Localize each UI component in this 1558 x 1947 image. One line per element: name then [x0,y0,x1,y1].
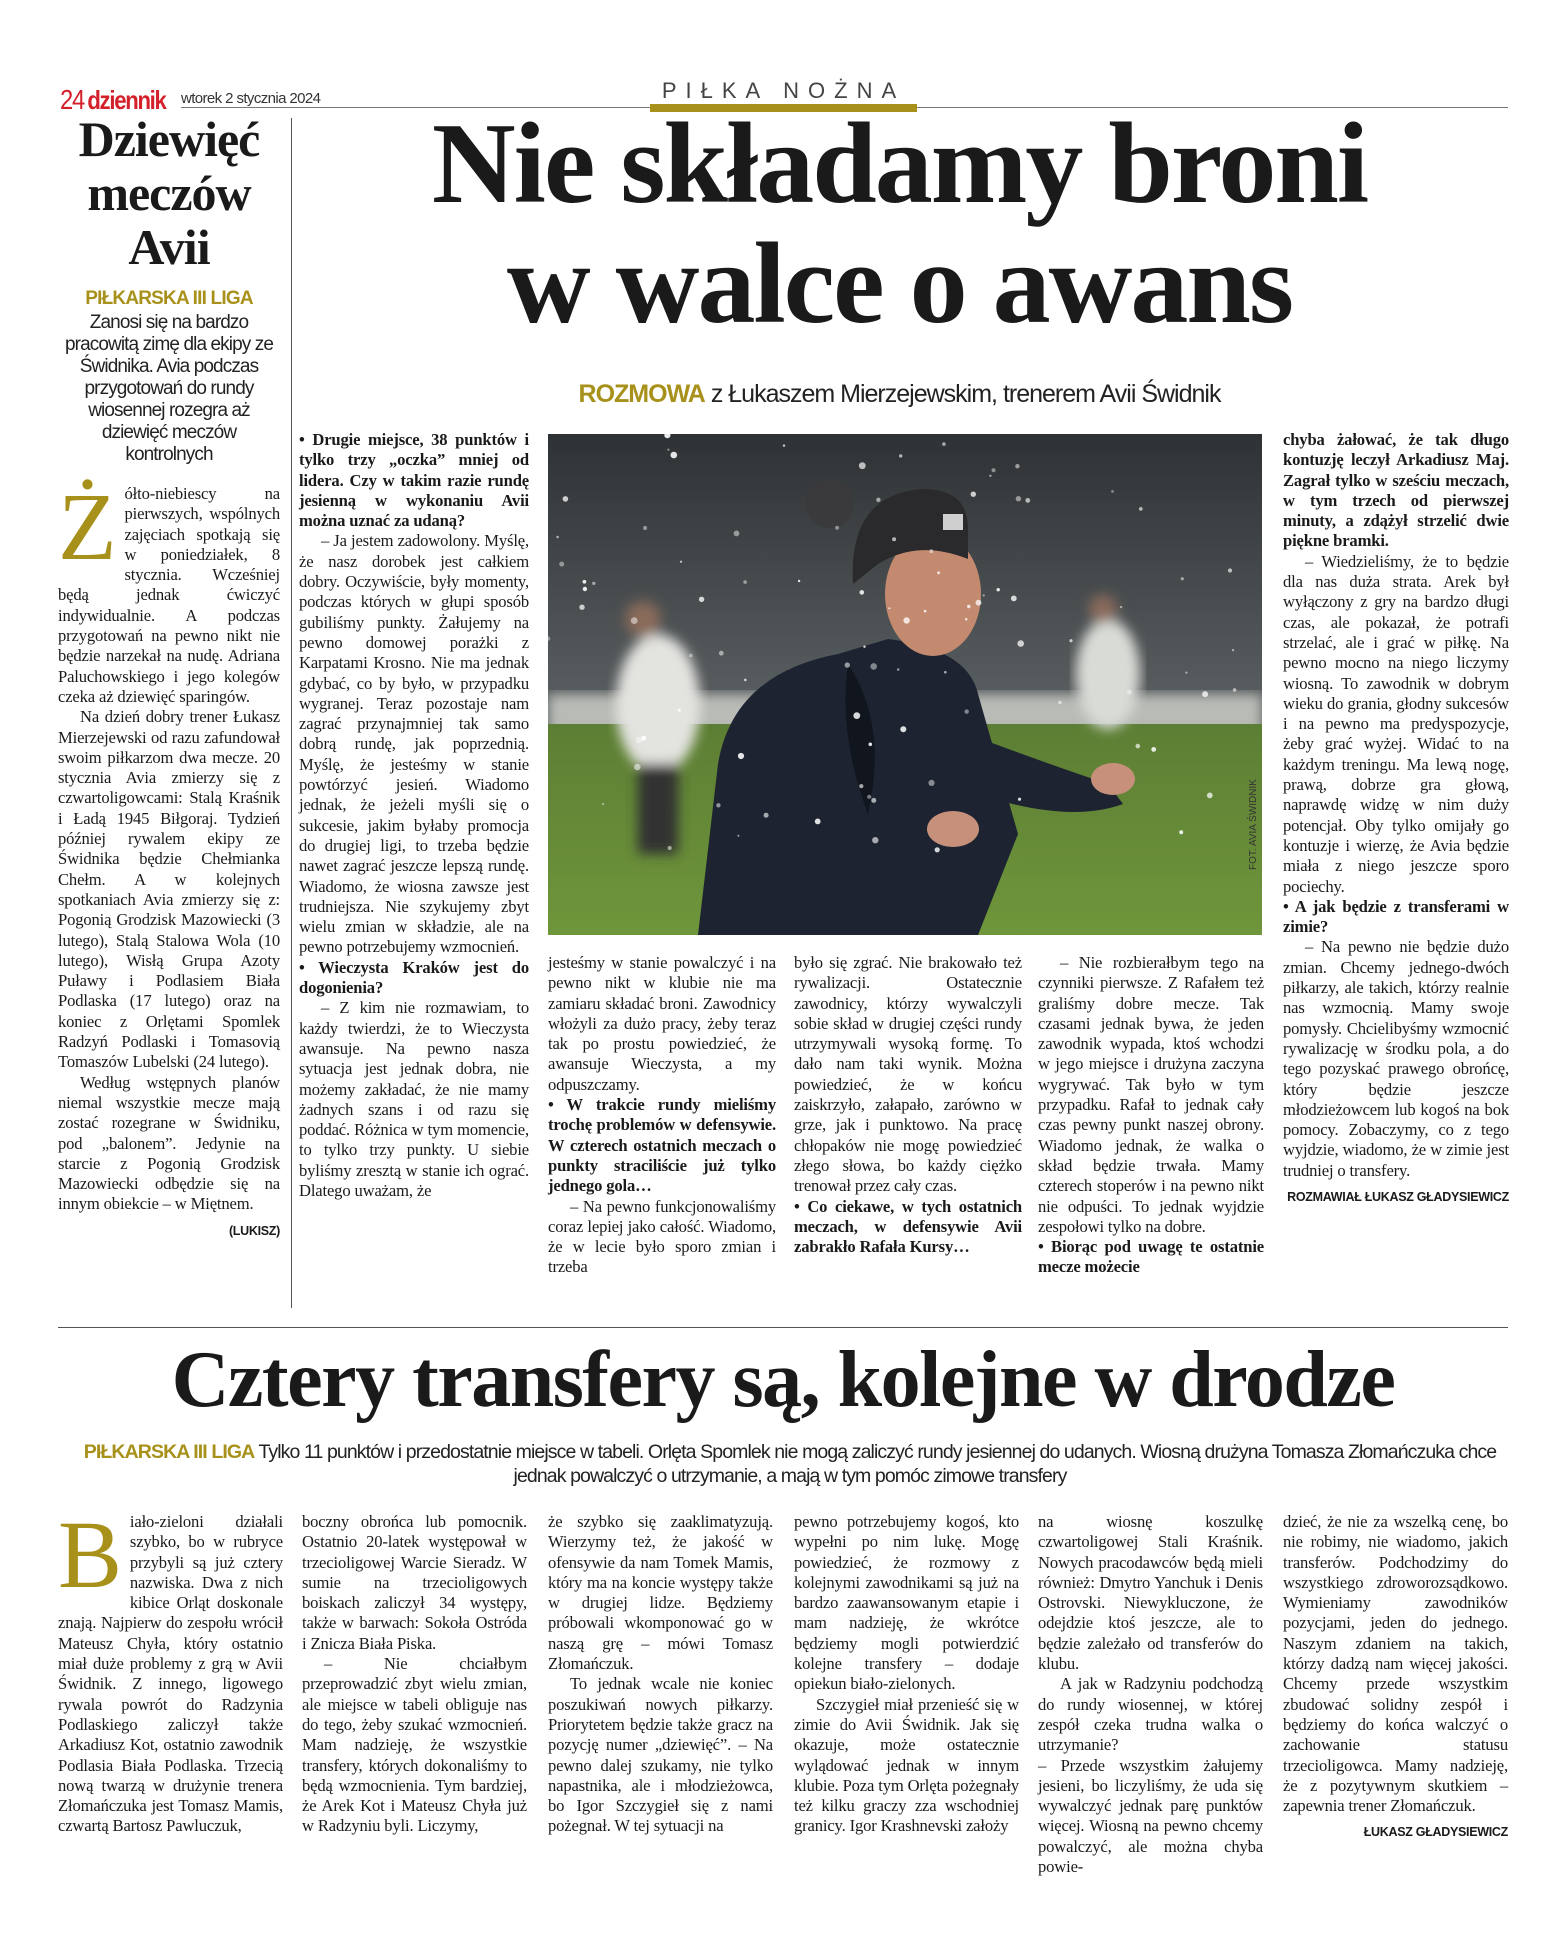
snowflake [1127,690,1132,695]
snowflake [678,709,681,712]
snowflake [965,709,969,713]
article-paragraph [794,1512,1019,1695]
headline-line: w walce o awans [506,220,1293,348]
second-headline: Cztery transfery są, kolejne w drodze [171,1336,1395,1424]
snowflake [1016,496,1021,501]
drop-cap: Ż [58,473,117,580]
paragraph-text: – Wiedzieliśmy, że to będzie dla nas duża strata. Arek był wyłączony z gry na bardzo długi czas, ale pokazał, że potrafi strzelać, ale i grać w piłkę. Na pewno mocno na niego liczymy wiosną. To zawodnik w dobrym wieku do grania, głodny sukcesów i na pewno ma predyspozycje, żeby grać wyżej. Widać to na każdym treningu. Ma lewą nogę, prawą, dobrze gra głową, naprawdę widzę w nim duży potencjał. Oby tylko omijały go kontuzje i wierzę, że Avia będzie miała z niego jeszcze sporo pociechy. [1283,551,1509,896]
paragraph-text: A jak w Radzyniu podchodzą do rundy wiosennej, w której zespół czeka trudna walka o utrzymanie? [1038,1674,1263,1755]
snowflake [900,726,906,732]
snowflake [1202,691,1208,697]
interview-column-3 [794,953,1022,1257]
author-byline: (LUKISZ) [228,1223,280,1238]
snowflake [815,819,821,825]
paragraph-text: jesteśmy w stanie powalczyć i na pewno nikt w klubie nie ma zamiaru składać broni. Zawodnicy włożyli za dużo pracy, żeby teraz tak po prostu powiedzieć, że awansuje Wieczysta, a my odpuszczamy. [548,953,776,1094]
paragraph-text: że szybko się zaaklimatyzują. Wierzymy też, że jakość w ofensywie da nam Tomek Mamis, który ma na koncie występy także w drugiej lidze. Będziemy próbowali wkomponować go w naszą grę – mówi Tomasz Złomańczuk. [548,1512,773,1674]
headline-line: meczów [87,165,251,221]
snowflake [1011,596,1017,602]
interview-subject: z Łukaszem Mierzejewskim, trenerem Avii Świdnik [710,380,1221,408]
interview-column-1 [299,430,529,1201]
snowflake [743,580,747,584]
snowflake [583,587,587,591]
article-column-3 [548,1512,773,1837]
article-paragraph [794,1695,1019,1837]
article-paragraph [548,1674,773,1836]
sidebar-body [58,473,280,1241]
snowflake [997,588,1000,591]
snowflake [1139,507,1143,511]
interview-question [794,1197,1022,1258]
snowflake [579,605,584,610]
interview-label: ROZMOWA [578,380,705,408]
snowflake [869,743,873,747]
snowflake [592,582,595,585]
snowflake [1181,577,1184,580]
author-byline: ROZMAWIAŁ ŁUKASZ GŁADYSIEWICZ [1287,1189,1509,1204]
article-paragraph [302,1654,527,1837]
snowflake [563,496,569,502]
snowflake [942,442,946,446]
snowflake [937,571,940,574]
article-paragraph [1038,1756,1263,1878]
snowflake [559,562,564,567]
interview-question [1038,1237,1264,1278]
article-paragraph [1283,552,1509,897]
paragraph-text: – Ja jestem zadowolony. Myślę, że nasz dorobek jest całkiem dobry. Oczywiście, były momenty, podczas których w głupi sposób gubiliśmy punkty. Żałujemy na pewno domowej porażki z Karpatami Krosno. Nie ma jednak gdybać, co by było, w przypadku wygranej. Teraz pozostaje nam zagrać przynajmniej tak samo dobrą rundę, jak poprzednią. Myślę, że jesteśmy w stanie powtórzyć jesień. Wiadomo jednak, że jeżeli myśli się o sukcesie, jakim byłaby promocja do drugiej ligi, to trzeba będzie nawet zagrać jeszcze lepszą rundę. Wiadomo, że wiosna zawsze jest trudniejsza. Nie szykujemy zbyt wielu zmian w składzie, ale na pewno potrzebujemy wzmocnień. [299,531,529,957]
coach-photo [548,434,1262,935]
snowflake [892,537,896,541]
photo-image [548,434,1262,935]
interview-question [299,958,529,999]
snowflake [835,526,839,530]
paragraph-text: boczny obrońca lub pomocnik. Ostatnio 20-latek występował w trzecioligowej Warcie Sieradz. W sumie na trzecioligowych boiskach zaliczył 34 występy, także w barwach: Sokoła Ostróda i Znicza Biała Piska. [302,1512,527,1653]
paragraph-text: • Co ciekawe, w tych ostatnich meczach, w defensywie Avii zabrakło Rafała Kursy… [794,1196,1022,1257]
snowflake [870,663,877,670]
snowflake [1069,639,1072,642]
main-headline [291,100,1508,348]
snowflake [876,498,880,502]
paragraph-text: • W trakcie rundy mieliśmy trochę problemów w defensywie. W czterech ostatnich meczach o punkty straciliście już tylko jednego gola… [548,1095,776,1196]
article-paragraph [58,473,280,707]
headline-line: Nie składamy broni [431,100,1368,228]
snowflake [668,846,672,850]
snowflake [583,580,587,584]
snowflake [734,531,740,537]
paragraph-text: chyba żałować, że tak długo kontuzję leczył Arkadiusz Maj. Zagrał tylko w sześciu meczach, w tym trzech od pierwszej minuty, a zdążył strzelić dwie piękne bramki. [1283,430,1509,551]
snowflake [924,610,927,613]
snowflake [1207,793,1213,799]
interview-question [548,1095,776,1196]
paragraph-text: – Na pewno funkcjonowaliśmy coraz lepiej jako całość. Wiadomo, że w lecie było sporo zmian i trzeba [548,1196,776,1277]
article-column-6 [1283,1512,1508,1843]
snowflake [636,737,642,743]
snowflake [1058,701,1061,704]
snowflake [860,590,865,595]
snowflake [719,651,724,656]
second-deck-text: Tylko 11 punktów i przedostatnie miejsce w tabeli. Orlęta Spomlek nie mogą zaliczyć rundy jesiennej do udanych. Wiosną drużyna Tomasza Złomańczuka chce jednak powalczyć o utrzymanie, a mają w tym pomóc zimowe transfery [258,1441,1497,1487]
paragraph-text: – Z kim nie rozmawiam, to każdy twierdzi, że to Wieczysta awansuje. Na pewno nasza sytuacja jest jednak dobra, nie możemy zakładać, że nie mamy żadnych szans i od razu się poddać. Różnica w tym momencie, to tylko trzy punkty. U siebie byliśmy zresztą w stanie ich ograć. Dlatego uważam, że [299,998,529,1200]
snowflake [983,594,985,596]
article-paragraph [1283,1512,1508,1816]
interview-column-5 [1283,430,1509,1207]
paragraph-text: na wiosnę koszulkę czwartoligowej Stali Kraśnik. Nowych pracodawców będą mieli również: Dmytro Yanchuk i Denis Ostrovski. Niewykluczone, że odejdzie ktoś jeszcze, ale to będzie zależało od transferów do klubu. [1038,1512,1263,1674]
snowflake [783,444,785,446]
snowflake [798,580,800,582]
headline-line: Dziewięć [78,111,260,167]
snowflake [738,753,744,759]
paragraph-text: iało-zieloni działali szybko, bo w rubryce przybyli są już cztery nazwiska. Dwa z nich kibice Orląt doskonale znają. Najpierw do zespołu wrócił Mateusz Chyła, który ostatnio miał duże problemy z grą w Avii Świdnik. Z innego, ligowego rywala powrót do Radzynia Podlaskiego zaliczył także Arkadiusz Kot, ostatnio zawodnik Podlasia Biała Podlaska. Trzecią nową twarzą w drużynie trenera Złomańczuka jest Tomasz Mamis, czwartą Bartosz Pawluczuk, [58,1512,283,1836]
snowflake [1015,464,1019,468]
snowflake [1136,744,1141,749]
sidebar-kicker: PIŁKARSKA III LIGA [85,288,253,309]
sidebar-headline [58,112,280,274]
snowflake [971,492,976,497]
snowflake [1228,568,1232,572]
snowflake [671,452,678,459]
snowflake [1018,798,1021,801]
interview-column-2 [548,953,776,1278]
paragraph-text: Według wstępnych planów niemal wszystkie mecze mają zostać rozegrane w Świdniku, pod „balonem”. Jedynie na starcie z Pogonią Grodzisk Mazowiecki odbędzie się na innym obiekcie – w Miętnem. [58,1072,280,1214]
interview-intro [291,380,1508,409]
paragraph-text: pewno potrzebujemy kogoś, kto wypełni po nim lukę. Mogę powiedzieć, że rozmowy z kolejnymi zawodnikami są już na bardzo zaawansowanym etapie i mam nadzieję, że wkrótce będziemy mogli potwierdzić kolejne transfery – dodaje opiekun biało-zielonych. [794,1512,1019,1694]
snowflake [992,468,996,472]
author-byline: ŁUKASZ GŁADYSIEWICZ [1363,1825,1508,1840]
snowflake [1017,640,1024,647]
snowflake [1232,649,1234,651]
snowflake [1185,672,1187,674]
paragraph-text: Na dzień dobry trener Łukasz Mierzejewski od razu zafundował swoim piłkarzom dwa mecze. 20 stycznia Avia zmierzy się z czwartoligowcami: Stalą Kraśnik i Ładą 1945 Biłgoraj. Tydzień później rywalem ekipy ze Świdnika będzie Chełmianka Chełm. A w kolejnych spotkaniach Avia zmierzy się z: Pogonią Grodzisk Mazowiecki (3 lutego), Stalą Stalowa Wola (10 lutego), Wisłą Grupa Azoty Puławy i Podlasiem Biała Podlaska (17 lutego) oraz na koniec z Orlętami Spomlek Radzyń Podlaski i Tomasovią Tomaszów Lubelski (24 lutego). [58,707,280,1072]
snowflake [871,798,876,803]
snowflake [965,618,967,620]
snowflake [903,617,909,623]
snowflake [863,646,865,648]
snowflake [928,780,934,786]
article-paragraph [58,1501,283,1837]
snowflake [556,536,559,539]
paragraph-text: • Wieczysta Kraków jest do dogonienia? [299,957,529,998]
snowflake [737,835,739,837]
article-paragraph [794,953,1022,1197]
snowflake [764,813,769,818]
snowflake [929,549,933,553]
article-column-1 [58,1501,283,1837]
paragraph-text: • A jak będzie z transferami w zimie? [1283,896,1509,937]
article-column-2 [302,1512,527,1837]
logo-word: dziennik [87,85,166,115]
issue-date: wtorek 2 stycznia 2024 [181,90,321,107]
snowflake [867,795,871,799]
logo-number: 24 [60,84,84,115]
article-paragraph [1038,1512,1263,1674]
article-paragraph [1283,937,1509,1181]
paragraph-text: – Nie rozbierałbym tego na czynniki pierwsze. Z Rafałem też graliśmy dobre mecze. Tak czasami jednak bywa, że jeden zawodnik wypada, ktoś wchodzi w jego miejsce i drużyna zaczyna wygrywać. Tak było w tym przypadku. Rafał to jednak cały czas pewny punkt naszej obrony. Wiadomo jednak, że walka o skład będzie trwała. Mamy czterech stoperów i na pewno nikt nie odpuści. To jednak wyjdzie zespołowi tylko na dobre. [1038,953,1264,1236]
snowflake [976,600,982,606]
article-paragraph [58,707,280,1072]
headline-line: Avii [128,219,210,275]
section-title: PIŁKA NOŻNA [661,78,906,103]
article-paragraph [299,531,529,957]
second-deck [80,1440,1500,1488]
snowflake [602,803,604,805]
paragraph-text: – Na pewno nie będzie dużo zmian. Chcemy jednego-dwóch piłkarzy, ale takich, którzy realnie nas wzmocnią. Mamy swoje pomysły. Chcielibyśmy wzmocnić rywalizację w środku pola, a do tego pozyskać prawego obrońcę, który będzie jeszcze młodzieżowcem lub kogoś na bok pomocy. Zobaczymy, co z tego wyjdzie, wiadomo, że w zimie jest trudniej o transfery. [1283,937,1509,1180]
snowflake [1120,606,1122,608]
interview-column-4 [1038,953,1264,1278]
snowflake [716,803,720,807]
article-paragraph [1038,1674,1263,1755]
snowflake [888,607,890,609]
article-paragraph [58,1073,280,1215]
snowflake [967,605,970,608]
snowflake [899,454,902,457]
interview-question [1283,430,1509,552]
snowflake [643,526,647,530]
drop-cap: B [58,1501,122,1608]
snowflake [897,668,900,671]
paragraph-text: To jednak wcale nie koniec poszukiwań nowych piłkarzy. Priorytetem będzie także gracz na pozycję numer „dziewięć”. – Na pewno dalej szukamy, nie tylko napastnika, ale i młodzieżowca, bo Igor Szczygieł się z nami pożegnał. W tej sytuacji na [548,1674,773,1836]
snowflake [1233,688,1237,692]
snowflake [1179,830,1183,834]
snowflake [667,449,669,451]
paragraph-text: • Biorąc pod uwagę te ostatnie mecze możecie [1038,1237,1264,1277]
paragraph-text: było się zgrać. Nie brakowało też rywalizacji. Ostatecznie zawodnicy, którzy wywalczyli sobie skład w drugiej części rundy utrzymywali wysoką formę. To dało nam taki wynik. Można powiedzieć, że w końcu zaiskrzyło, załapało, zarówno w grze, jak i punktowo. Na pracę chłopaków nie mogę powiedzieć złego słowa, bo każdy ciężko trenował przez cały czas. [794,953,1022,1196]
article-column-4 [794,1512,1019,1837]
paragraph-text: – Nie chciałbym przeprowadzić zbyt wielu zmian, ale miejsce w tabeli obliguje nas do tego, żeby szukać wzmocnień. Mam nadzieję, że wszystkie transfery, których dokonaliśmy to będą wzmocnienia. Tym bardziej, że Arek Kot i Mateusz Chyła już w Radzyniu byli. Liczymy, [302,1654,527,1836]
snowflake [935,847,940,852]
article-paragraph [302,1512,527,1654]
snowflake [744,679,747,682]
paragraph-text: ółto-niebiescy na pierwszych, wspólnych zajęciach spotkają się w poniedziałek, 8 stycznia. Wcześniej będą jednak ćwiczyć indywidualnie. A podczas przygotowań na pewno nikt nie będzie narzekał na nudę. Adriana Paluchowskiego i jego kolegów czeka aż dziewięć sparingów. [58,484,280,706]
article-paragraph [548,1512,773,1674]
article-paragraph [299,998,529,1201]
snowflake [859,462,866,469]
photo-credit: FOT. AVIA ŚWIDNIK [1248,779,1259,870]
snowflake [634,764,640,770]
snowflake [699,597,704,602]
interview-question [299,430,529,531]
snowflake [1151,747,1156,752]
article-paragraph [548,953,776,1095]
second-kicker: PIŁKARSKA III LIGA [83,1441,255,1463]
article-paragraph [1038,953,1264,1237]
paragraph-text: • Drugie miejsce, 38 punktów i tylko trzy „oczka” mniej od lidera. Czy w takim razie rundę jesienną w wykonaniu Avii można uznać za udaną? [299,430,529,531]
paragraph-text: Szczygieł miał przenieść się w zimie do Avii Świdnik. Jak się okazuje, może ostatecznie wylądować jednak w innym klubie. Poza tym Orlęta pożegnały też kilku graczy zza wschodniej granicy. Igor Krashnevski założy [794,1694,1019,1836]
snowflake [641,736,646,741]
article-paragraph [548,1197,776,1278]
snowflake [1111,490,1114,493]
article-column-5 [1038,1512,1263,1877]
snowflake [631,617,638,624]
snowflake [944,671,947,674]
paragraph-text: – Przede wszystkim żałujemy jesieni, bo liczyliśmy, że uda się wywalczyć jednak parę punktów więcej. Wiosną na pewno chcemy powalczyć, ale można chyba powie- [1038,1755,1263,1877]
snowflake [989,475,991,477]
snowflake [680,561,682,563]
snowflake [872,837,878,843]
snowflake [853,712,860,719]
sidebar-deck: Zanosi się na bardzo pracowitą zimę dla ekipy ze Świdnika. Avia podczas przygotowań do rundy wiosennej rozegra aż dziewięć meczów kontrolnych [64,312,274,465]
paragraph-text: dzieć, że nie za wszelką cenę, bo nie robimy, nie wiadomo, jakich transferów. Podchodzimy do wszystkiego zdroworozsądkowo. Wymieniamy zawodników pozycjami, jeden do jednego. Naszym zdaniem na takich, którzy dadzą nam więcej jakości. Chcemy przede wszystkim zbudować solidny zespół i będziemy do końca walczyć o zachowanie statusu trzecioligowca. Mamy nadzieję, że z pozytywnym skutkiem – zapewnia trener Złomańczuk. [1283,1512,1508,1816]
snowflake [859,784,863,788]
article-divider [58,1327,1508,1328]
snowflake [845,662,850,667]
snowflake [1025,498,1030,503]
snowflake [689,654,693,658]
interview-question [1283,897,1509,938]
